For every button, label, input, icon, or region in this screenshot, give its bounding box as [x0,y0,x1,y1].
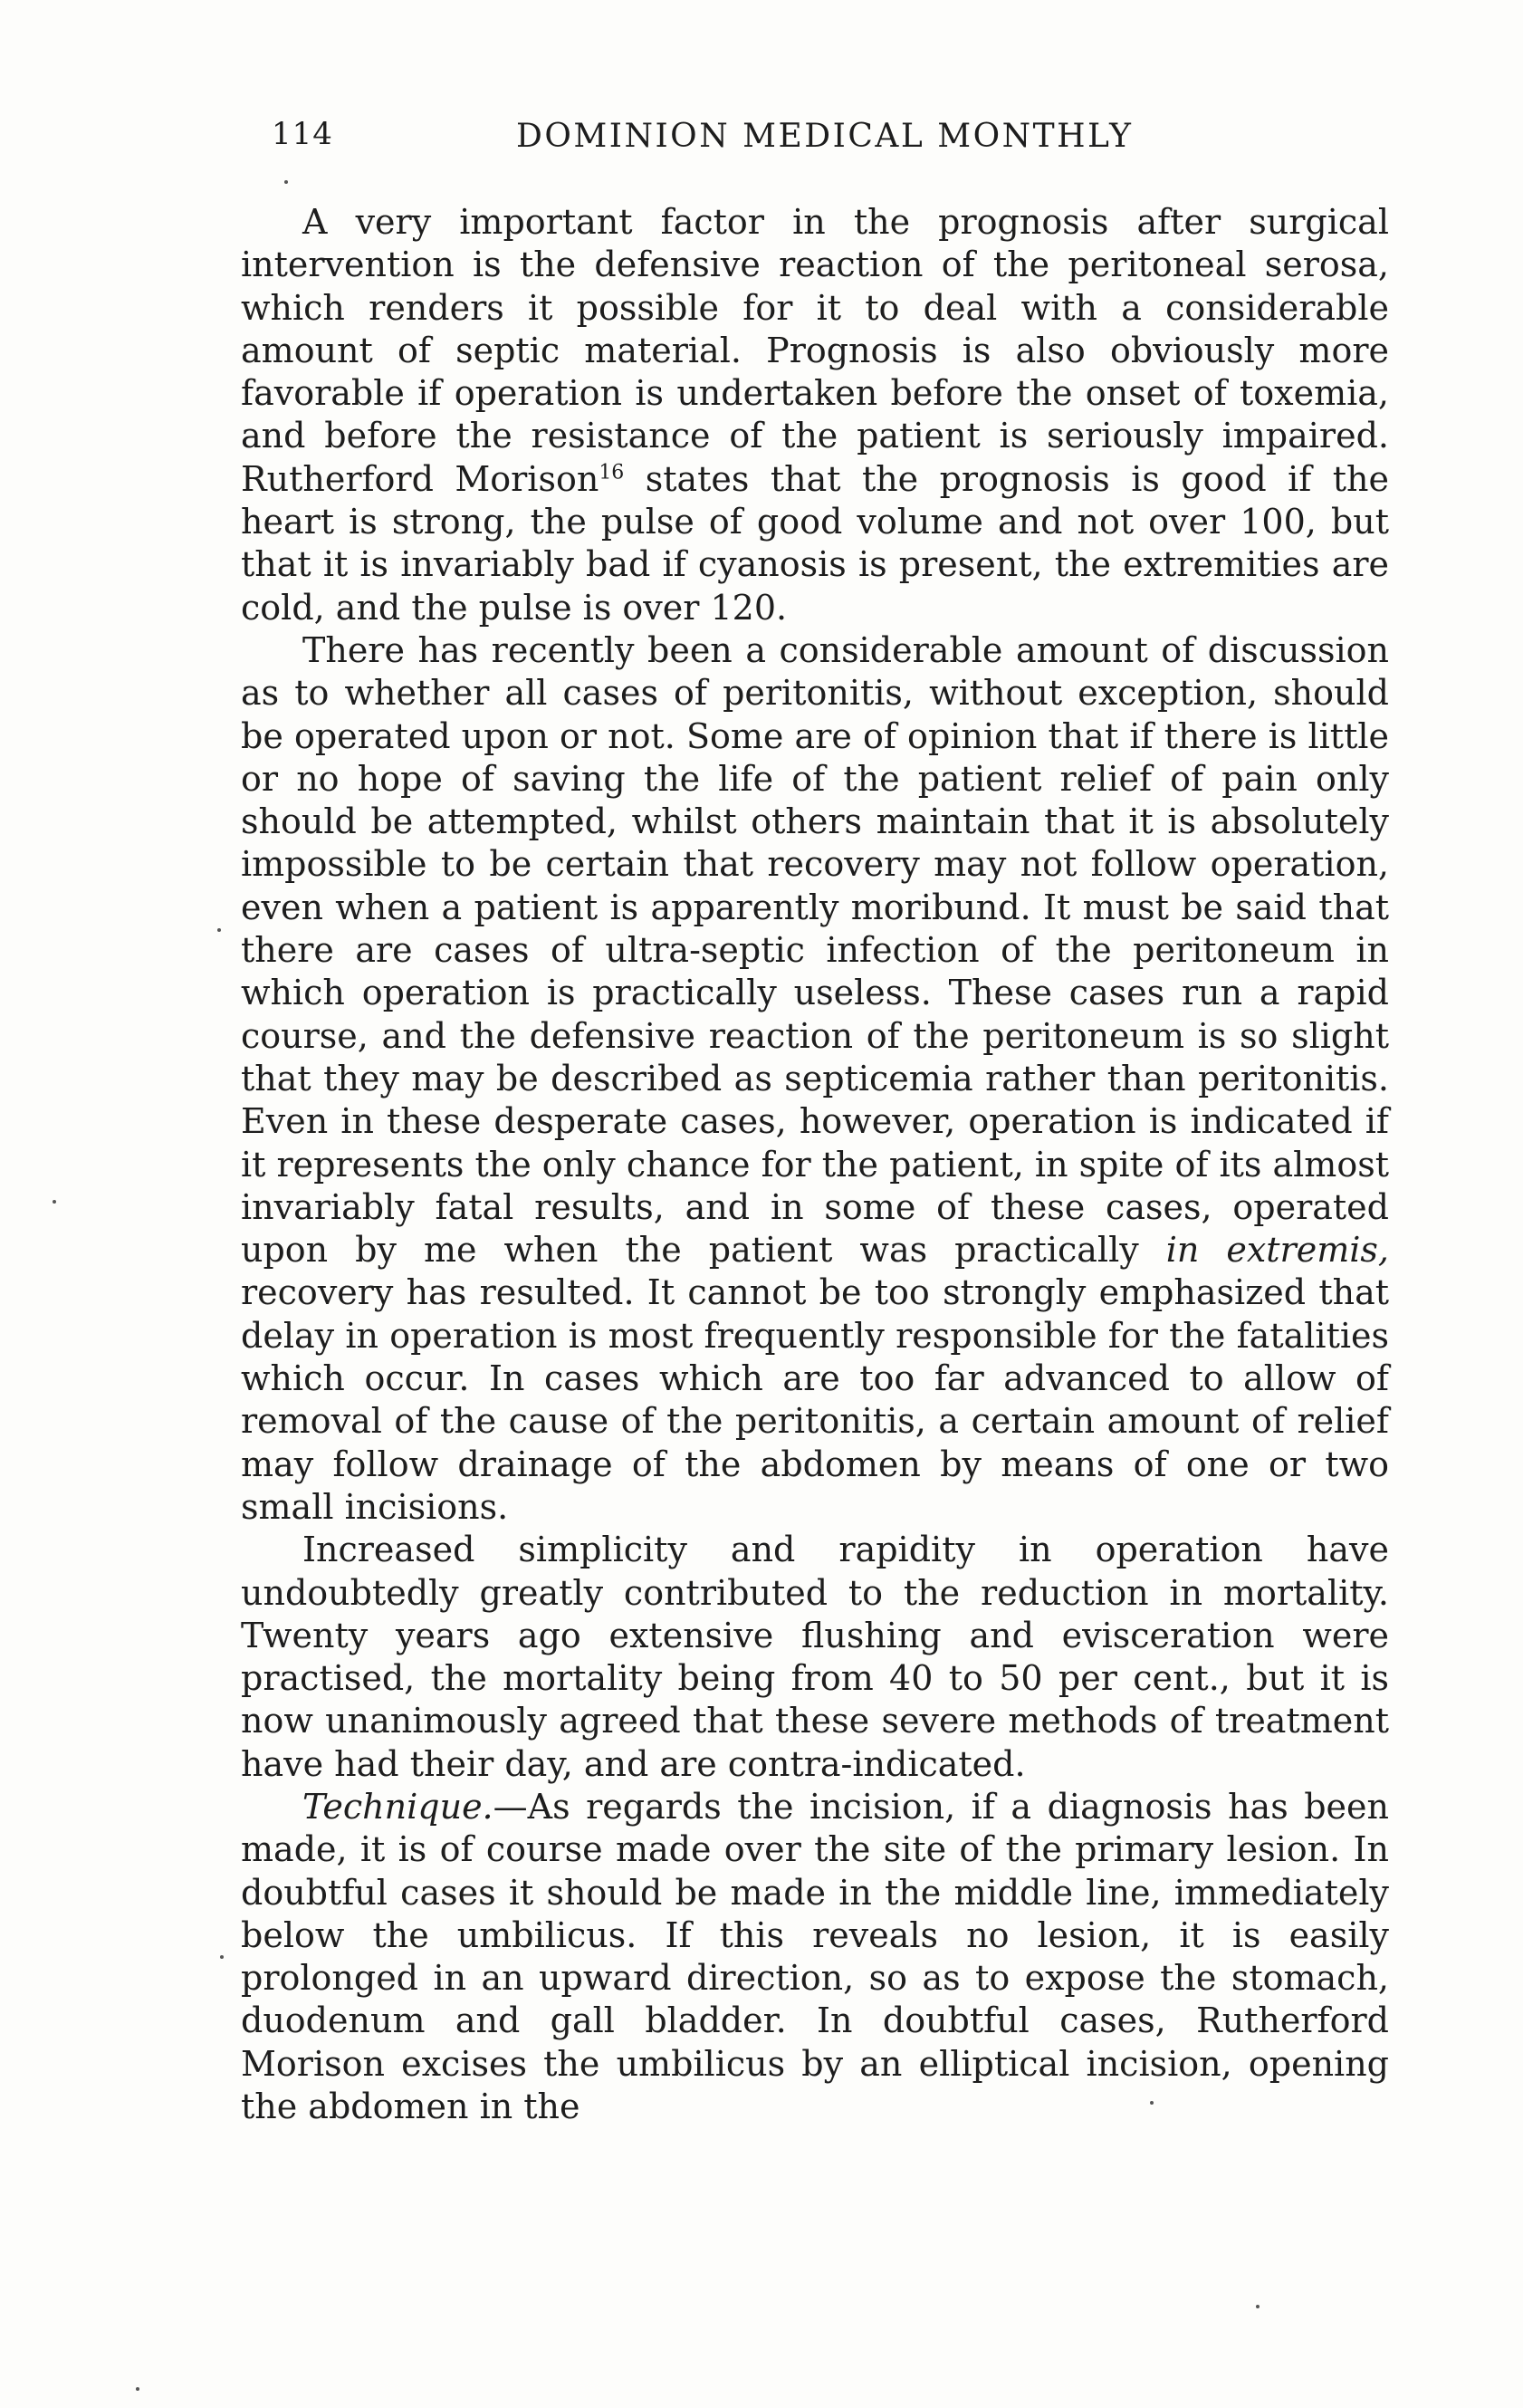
scan-speck [284,180,288,184]
scan-speck [217,928,221,932]
page-header [272,116,1385,161]
text-run: —As regards the incision, if a diagnosis has been made, it is of course made over the site of the primary lesion. In doubtful cases it should be made in the middle line, immediately below the umbilicus. If this reveals no lesion, it is easily prolonged in an upward direction, so as to expose the stomach, duodenum and gall bladder. In doubtful cases, Rutherford Morison excises the umbilicus by an elliptical incision, opening the abdomen in the [241,1786,1389,2127]
scan-speck [53,1200,56,1204]
italic-text: Technique. [302,1786,493,1827]
paragraph [241,1786,1389,2128]
scan-speck [220,1955,224,1959]
paragraph [241,1529,1389,1786]
footnote-ref: 16 [599,461,625,484]
text-run: states that the prognosis is good if the heart is strong, the pulse of good volume and not over 100, but that it is invariably bad if cyanosis is present, the extremities are cold, and the pulse is over 120. [241,458,1390,628]
text-run: recovery has resulted. It cannot be too strongly emphasized that delay in operation is most frequently responsible for the fatalities which occur. In cases which are too far advanced to allow of removal of the cause of the peritonitis, a certain amount of relief may follow drainage of the abdomen by means of one or two small incisions. [241,1272,1389,1527]
scan-speck [136,2387,139,2391]
paragraph [241,201,1389,629]
article-body [241,201,1389,2128]
text-run: Increased simplicity and rapidity in operation have undoubtedly greatly contributed to the reduction in mortality. Twenty years ago extensive flushing and evisceration were practised, the mortality being from 40 to 50 per cent., but it is now unanimously agreed that these severe methods of treatment have had their day, and are contra-indicated. [241,1530,1389,1784]
scan-speck [1256,2305,1260,2308]
paragraph [241,629,1389,1529]
running-title: DOMINION MEDICAL MONTHLY [516,118,1134,155]
text-run: A very important factor in the prognosis after surgical intervention is the defensive reaction of the peritoneal serosa, which renders it possible for it to deal with a considerable amount of septic material. Prognosis is also obviously more favorable if operation is undertaken before the onset of toxemia, and before the resistance of the patient is seriously impaired. Rutherford Morison [241,202,1389,499]
text-run: There has recently been a considerable amount of discussion as to whether all cases of peritonitis, without exception, should be operated upon or not. Some are of opinion that if there is little or no hope of saving the life of the patient relief of pain only should be attempted, whilst others maintain that it is absolutely impossible to be certain that recovery may not follow operation, even when a patient is apparently moribund. It must be said that there are cases of ultra-septic infection of the peritoneum in which operation is practically useless. These cases run a rapid course, and the defensive reaction of the peritoneum is so slight that they may be described as septicemia rather than peritonitis. Even in these desperate cases, however, operation is indicated if it represents the only chance for the patient, in spite of its almost invariably fatal results, and in some of these cases, operated upon by me when the patient was practically [241,629,1389,1271]
scan-speck [1150,2101,1154,2105]
page-number: 114 [272,116,333,152]
italic-text: in extremis, [1165,1230,1389,1271]
